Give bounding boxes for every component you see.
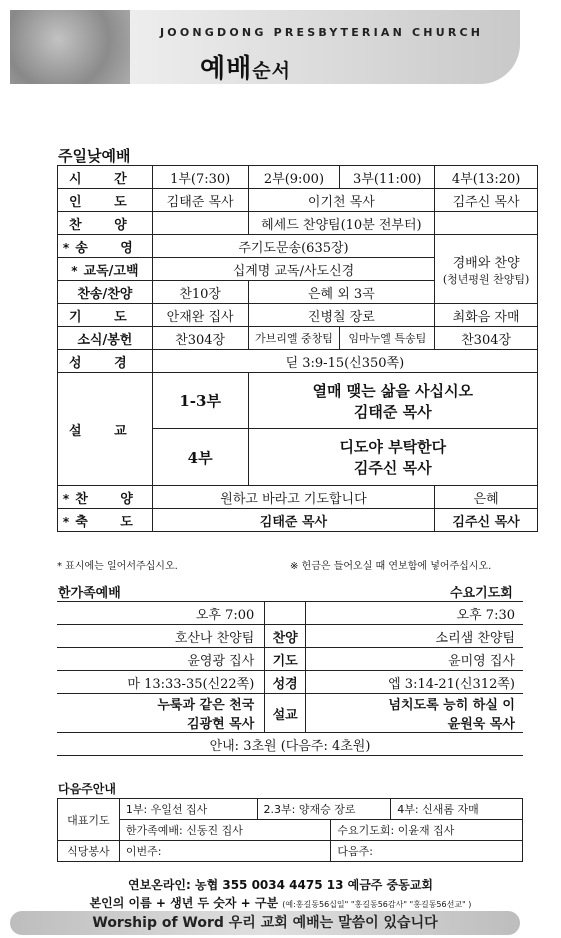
- table-row: [58, 166, 538, 189]
- row-label: * 교독/고백: [58, 258, 153, 281]
- table-row: [58, 799, 523, 820]
- cell: [435, 212, 538, 235]
- cell: 윤영광 집사: [57, 648, 265, 671]
- cell: 이기천 목사: [248, 189, 435, 212]
- family-table: [57, 601, 523, 756]
- cell: 다음주:: [331, 841, 523, 862]
- cell: 찬304장: [435, 327, 538, 350]
- cell: 기도: [265, 648, 306, 671]
- table-row: [58, 235, 538, 258]
- cell: 엡 3:14-21(신312쪽): [305, 671, 523, 694]
- table-row: [58, 350, 538, 373]
- cell: 오후 7:30: [305, 602, 523, 625]
- table-row: [58, 304, 538, 327]
- cell: 마 13:33-35(신22쪽): [57, 671, 265, 694]
- wednesday-title: 수요기도회: [450, 586, 513, 601]
- cell: [265, 602, 306, 625]
- cell: 오후 7:00: [57, 602, 265, 625]
- cell: 2.3부: 양재승 장로: [257, 799, 391, 820]
- row-label: 대표기도: [58, 799, 120, 841]
- sunday-title: 주일낮예배: [58, 147, 131, 165]
- table-row: [57, 694, 523, 733]
- row-label: 설 교: [58, 373, 153, 486]
- table-row: [57, 648, 523, 671]
- family-title: 한가족예배: [58, 586, 121, 601]
- cell: 안재완 집사: [152, 304, 248, 327]
- next-week-table: [57, 798, 523, 862]
- cell: 김태준 목사: [152, 509, 434, 532]
- sunday-order-table: [57, 165, 538, 532]
- table-row: [57, 625, 523, 648]
- cell: 4부(13:20): [435, 166, 538, 189]
- footer-banner: Worship of Word 우리 교회 예배는 말씀이 있습니다: [10, 911, 520, 935]
- cell: 소리샘 찬양팀: [305, 625, 523, 648]
- table-row: [58, 509, 538, 532]
- table-row: [58, 373, 538, 429]
- church-name: JOONGDONG PRESBYTERIAN CHURCH: [160, 26, 484, 39]
- cell: 한가족예배: 신동진 집사: [119, 820, 331, 841]
- row-label: 소식/봉헌: [58, 327, 153, 350]
- cell: 열매 맺는 삶을 사십시오 김태준 목사: [248, 373, 537, 429]
- table-row: [58, 212, 538, 235]
- cell: 3부(11:00): [340, 166, 435, 189]
- cell: 가브리엘 중창팀: [248, 327, 340, 350]
- row-label: 시 간: [58, 166, 153, 189]
- row-label: * 축 도: [58, 509, 153, 532]
- usher-cell: 안내: 3초원 (다음주: 4초원): [57, 733, 523, 756]
- row-label: 기 도: [58, 304, 153, 327]
- cell: 주기도문송(635장): [152, 235, 434, 258]
- cell: 4부: [152, 429, 248, 486]
- cell: 성경: [265, 671, 306, 694]
- cell: 김태준 목사: [152, 189, 248, 212]
- cell: 수요기도회: 이윤재 집사: [331, 820, 523, 841]
- header-banner: [10, 10, 520, 84]
- cell: 찬10장: [152, 281, 248, 304]
- cell: 십계명 교독/사도신경: [152, 258, 434, 281]
- table-row: [58, 327, 538, 350]
- page-title: 예배순서: [200, 54, 291, 84]
- cell: 헤세드 찬양팀(10분 전부터): [248, 212, 435, 235]
- cell: 찬304장: [152, 327, 248, 350]
- row-label: 찬송/찬양: [58, 281, 153, 304]
- row-label: 인 도: [58, 189, 153, 212]
- table-row: [58, 820, 523, 841]
- cell: 누룩과 같은 천국 김광현 목사: [57, 694, 265, 733]
- cell: 은혜 외 3곡: [248, 281, 435, 304]
- cell: 딛 3:9-15(신350쪽): [152, 350, 537, 373]
- table-row: [57, 602, 523, 625]
- cell: 경배와 찬양 (청년평원 찬양팀): [435, 235, 538, 304]
- cell: 윤미영 집사: [305, 648, 523, 671]
- row-label: 성 경: [58, 350, 153, 373]
- cell: 2부(9:00): [248, 166, 340, 189]
- stand-note: * 표시에는 일어서주십시오.: [57, 561, 178, 572]
- table-row: [58, 841, 523, 862]
- table-row: [57, 733, 523, 756]
- cell: 1-3부: [152, 373, 248, 429]
- cell: 은혜: [435, 486, 538, 509]
- table-row: [58, 189, 538, 212]
- next-week-title: 다음주안내: [58, 782, 116, 796]
- table-row: [57, 671, 523, 694]
- row-label: 찬 양: [58, 212, 153, 235]
- header-photo: [10, 10, 130, 84]
- cell: 김주신 목사: [435, 189, 538, 212]
- cell: 찬양: [265, 625, 306, 648]
- cell: 김주신 목사: [435, 509, 538, 532]
- cell: 설교: [265, 694, 306, 733]
- cell: 넘치도록 능히 하실 이 윤원욱 목사: [305, 694, 523, 733]
- offering-note: ※ 헌금은 들어오실 때 연보함에 넣어주십시오.: [290, 561, 492, 572]
- cell: 진병칠 장로: [248, 304, 435, 327]
- table-row: [58, 486, 538, 509]
- cell: 호산나 찬양팀: [57, 625, 265, 648]
- row-label: * 찬 양: [58, 486, 153, 509]
- cell: 1부(7:30): [152, 166, 248, 189]
- cell: 최화음 자매: [435, 304, 538, 327]
- row-label: 식당봉사: [58, 841, 120, 862]
- giving-instruction: 본인의 이름 + 생년 두 숫자 + 구분 (예:홍길동56십일" "홍길동56감사" "홍길동56선교" ): [89, 896, 472, 910]
- cell: 디도야 부탁한다 김주신 목사: [248, 429, 537, 486]
- cell: [152, 212, 248, 235]
- row-label: * 송 영: [58, 235, 153, 258]
- cell: 4부: 신새롬 자매: [391, 799, 523, 820]
- cell: 원하고 바라고 기도합니다: [152, 486, 434, 509]
- cell: 1부: 우일선 집사: [119, 799, 257, 820]
- online-account: 연보온라인: 농협 355 0034 4475 13 예금주 중동교회: [128, 878, 433, 892]
- cell: 임마누엘 특송팀: [340, 327, 435, 350]
- cell: 이번주:: [119, 841, 331, 862]
